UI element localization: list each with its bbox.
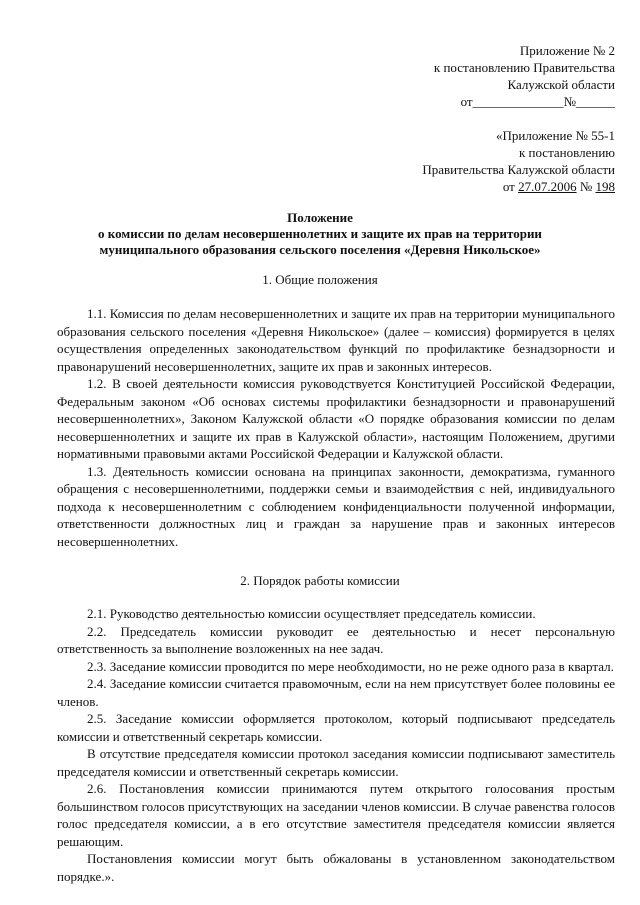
appendix-region: Калужской области	[507, 77, 615, 92]
section-1-body	[57, 305, 615, 550]
decree-date: 27.07.2006	[518, 179, 577, 194]
paragraph-2-3: 2.3. Заседание комиссии проводится по мере необходимости, но не реже одного раза в квартал.	[87, 658, 614, 674]
paragraph-2-5: 2.5. Заседание комиссии оформляется протоколом, который подписывают председатель комиссии и ответственный секретарь комиссии.	[57, 711, 615, 744]
original-appendix-number: «Приложение № 55-1	[495, 128, 615, 143]
paragraph-2-6: 2.6. Постановления комиссии принимаются путем открытого голосования простым большинством голосов присутствующих на заседании членов комиссии. В случае равенства голосов голос председателя комиссии, а в его отсутствие заместителя председателя комиссии является решающим.	[57, 781, 615, 849]
original-appendix-date-line	[422, 178, 615, 195]
appendix-number: Приложение № 2	[519, 43, 615, 58]
paragraph-2-4: 2.4. Заседание комиссии считается правомочным, если на нем присутствует более половины ее членов.	[57, 676, 615, 709]
appendix-header	[434, 42, 615, 110]
decree-number: 198	[595, 179, 615, 194]
appendix-date-blank: от______________№______	[460, 94, 615, 109]
original-appendix-government: Правительства Калужской области	[422, 162, 615, 177]
title-line-1: Положение	[287, 210, 353, 225]
paragraph-2-2: 2.2. Председатель комиссии руководит ее деятельностью и несет персональную ответственность за выполнение возложенных на нее задач.	[57, 623, 615, 656]
paragraph-1-1: 1.1. Комиссия по делам несовершеннолетних и защите их прав на территории муниципального образования сельского поселения «Деревня Никольское» (далее – комиссия) формируется в целях осуществления определенных законодательством функций по профилактике безнадзорности и правонарушений несовершеннолетних, защите их прав и законных интересов.	[57, 306, 615, 374]
original-appendix-decree: к постановлению	[518, 145, 615, 160]
original-appendix-header	[422, 127, 615, 195]
paragraph-1-2: 1.2. В своей деятельности комиссия руководствуется Конституцией Российской Федерации, Федеральным законом «Об основах системы профилактики безнадзорности и правонарушений несовершеннолетних», Законом Калужской области «О порядке образования комиссии по делам несовершеннолетних и защите их прав в Калужской области», настоящим Положением, другими нормативными правовыми актами Российской Федерации и Калужской области.	[57, 376, 615, 461]
appendix-decree: к постановлению Правительства	[433, 60, 615, 75]
document-title	[60, 210, 580, 258]
section-2-heading: 2. Порядок работы комиссии	[240, 573, 400, 588]
paragraph-1-3: 1.3. Деятельность комиссии основана на принципах законности, демократизма, гуманного обращения с несовершеннолетними, поддержки семьи и взаимодействия с ней, индивидуального подхода к несовершеннолетним с соблюдением конфиденциальности полученной информации, ответственности должностных лиц и граждан за нарушение прав и законных интересов несовершеннолетних.	[57, 463, 615, 549]
number-prefix: №	[576, 179, 596, 194]
section-1-heading: 1. Общие положения	[262, 272, 378, 287]
title-line-2: о комиссии по делам несовершеннолетних и защите их прав на территории	[98, 226, 542, 241]
section-2-body	[57, 605, 615, 885]
paragraph-2-5-note: В отсутствие председателя комиссии протокол заседания комиссии подписывают заместитель председателя комиссии и ответственный секретарь комиссии.	[57, 746, 615, 779]
paragraph-2-6-note: Постановления комиссии могут быть обжалованы в установленном законодательством порядке.».	[57, 851, 615, 884]
title-line-3: муниципального образования сельского поселения «Деревня Никольское»	[99, 242, 541, 257]
date-prefix: от	[502, 179, 519, 194]
paragraph-2-1: 2.1. Руководство деятельностью комиссии осуществляет председатель комиссии.	[87, 606, 536, 621]
